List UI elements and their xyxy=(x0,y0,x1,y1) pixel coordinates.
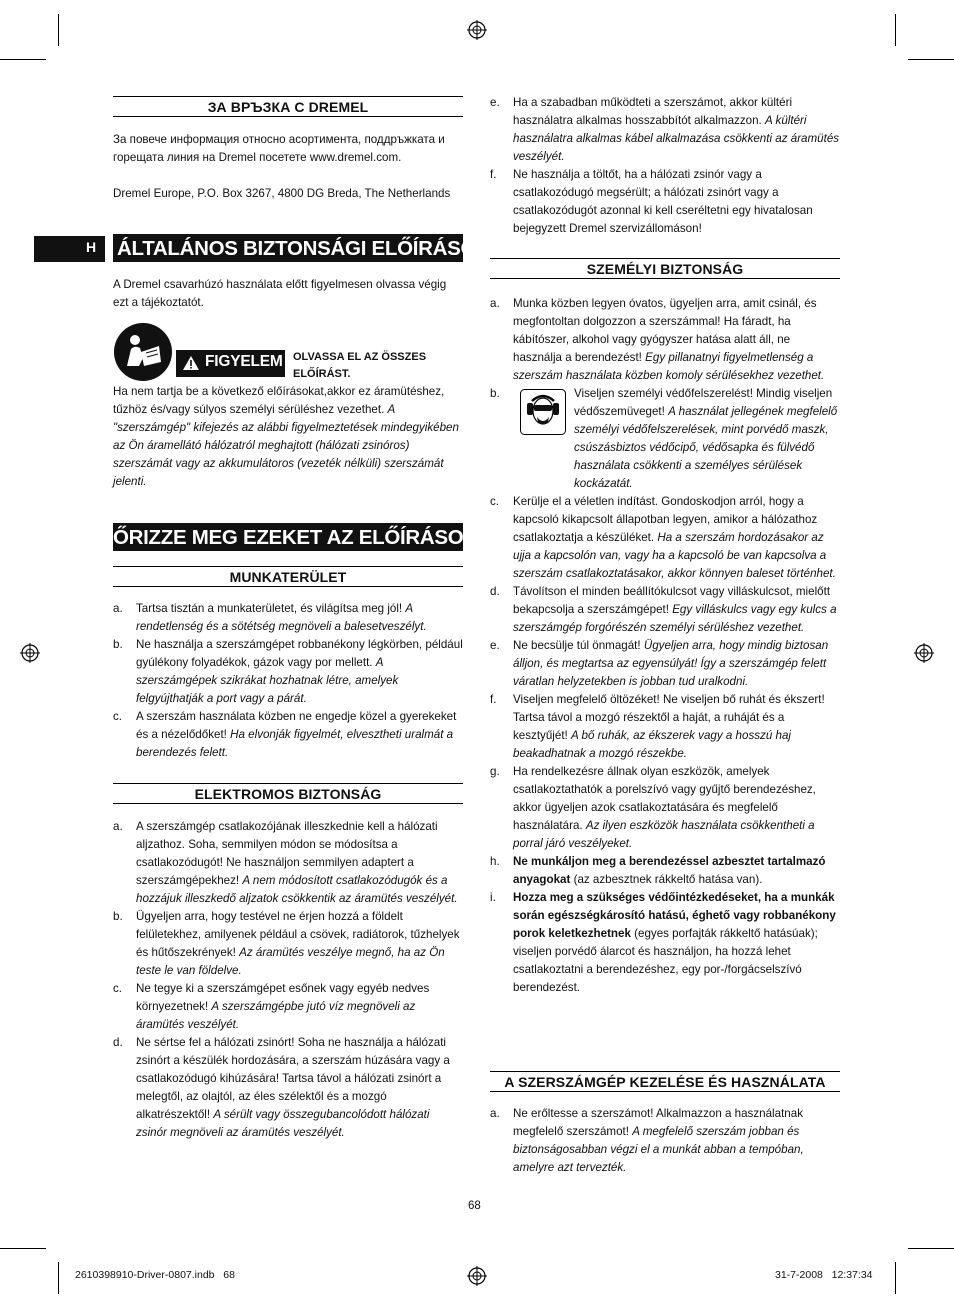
general-safety-heading: ÁLTALÁNOS BIZTONSÁGI ELŐÍRÁSOK xyxy=(113,234,463,262)
intro-text: A Dremel csavarhúzó használata előtt figyelmesen olvassa végig ezt a tájékoztatót. xyxy=(113,278,447,309)
item-label: a. xyxy=(113,820,123,833)
item-label: d. xyxy=(113,1036,123,1049)
list-item xyxy=(490,94,840,166)
page-number: 68 xyxy=(468,1200,481,1212)
outdoor-charger-list xyxy=(490,94,840,238)
list-item xyxy=(113,600,463,636)
crop-mark xyxy=(58,1262,59,1294)
crop-mark xyxy=(908,1248,954,1249)
work-area-heading: MUNKATERÜLET xyxy=(113,566,463,587)
list-item xyxy=(490,691,840,763)
item-label: e. xyxy=(490,639,500,652)
list-item xyxy=(490,493,840,583)
crop-mark xyxy=(908,59,954,60)
item-text: Munka közben legyen óvatos, ügyeljen arra, amit csinál, és megfontoltan dolgozzon a szerszámmal! Ha fáradt, ha kábítószer, alkohol vagy gyógyszer hatása alatt áll, ne használja a berendezést! Egy pillanatnyi figyelmetlenség a szerszám használata közben komoly sérülésekhez vezethet. xyxy=(513,297,825,382)
personal-list-rest xyxy=(490,493,840,853)
list-item xyxy=(490,889,840,997)
list-item xyxy=(490,853,840,889)
item-label: f. xyxy=(490,168,497,181)
item-text: Tartsa tisztán a munkaterületet, és világítsa meg jól! A rendetlenség és a sötétség megnöveli a balesetveszélyt. xyxy=(136,602,427,633)
item-text: Ne tegye ki a szerszámgépet esőnek vagy egyéb nedves környezetnek! A szerszámgépbe jutó víz megnöveli az áramütés veszélyét. xyxy=(136,982,430,1031)
list-item xyxy=(113,636,463,708)
bg-contact-paragraph: За повече информация относно асортимента, поддръжката и горещата линия на Dremel посетете www.dremel.com. xyxy=(113,133,445,164)
left-column xyxy=(113,96,463,203)
item-text: Ne használja a szerszámgépet robbanékony légkörben, például gyúlékony folyadékok, gázok vagy por mellett. A szerszámgépek szikrákat hozhatnak létre, amelyek felgyújthatják a port vagy a párát. xyxy=(136,638,463,705)
electrical-list xyxy=(113,818,463,1142)
item-label: b. xyxy=(113,910,123,923)
registration-mark-icon xyxy=(20,643,40,663)
item-text: A szerszám használata közben ne engedje közel a gyerekeket és a nézelődőket! Ha elvonják figyelmét, elvesztheti uralmát a berendezés felett. xyxy=(136,710,457,759)
list-item xyxy=(113,1034,463,1142)
list-item xyxy=(113,708,463,762)
warning-text: Ha nem tartja be a következő előírásokat,akkor ez áramütéshez, tűzhöz és/vagy súlyos személyi sérüléshez vezethet. A "szerszámgép" kifejezés az alábbi figyelmeztetések mindegyikében az Ön áramellátó hálózatról meghajtott (hálózati zsinóros) szerszámát vagy az akkumulátoros (vezeték nélküli) szerszámát jelenti. xyxy=(113,385,459,488)
item-label: f. xyxy=(490,693,497,706)
item-text: Hozza meg a szükséges védőintézkedéseket, ha a munkák során egészségkárosító hatású, éghető vagy robbanékony porok keletkezhetnek (egyes porfajták rákkeltő hatásúak); viseljen porvédő álarcot és használjon, ha hozzá lehet csatlakoztatni a berendezéshez, egy por-/forgácselszívó berendezést. xyxy=(513,891,836,994)
item-label: g. xyxy=(490,765,500,778)
personal-section xyxy=(490,258,840,997)
item-text: Ne sértse fel a hálózati zsinórt! Soha ne használja a hálózati zsinórt a készülék hordozására, a szerszám húzására vagy a csatlakozódugó kihúzására! Tartsa távol a hálózati zsinórt a melegtől, az olajtól, az éles szélektől és a mozgó alkatrészektől! A sérült vagy összegubancolódott hálózati zsinór megnöveli az áramütés veszélyét. xyxy=(136,1036,450,1139)
protective-gear-icon xyxy=(520,389,566,435)
crop-mark xyxy=(0,1248,46,1249)
crop-mark xyxy=(0,59,46,60)
list-item xyxy=(490,166,840,238)
work-area-list xyxy=(113,600,463,762)
bg-contact-address: Dremel Europe, P.O. Box 3267, 4800 DG Breda, The Netherlands xyxy=(113,187,451,200)
item-text: Ne használja a töltőt, ha a hálózati zsinór vagy a csatlakozódugó megsérült; a hálózati zsinórt vagy a csatlakozódugót azonnal ki kell cseréltetni egy hivatalosan bejegyzett Dremel szervizállomáson! xyxy=(513,168,813,235)
item-text: Ha rendelkezésre állnak olyan eszközök, amelyek csatlakoztathatók a porelszívó vagy gyűjtő berendezéshez, akkor ügyeljen azok csatlakoztatására és megfelelő használatára. Az ilyen eszközök használata csökkentheti a porral járó veszélyeket. xyxy=(513,765,816,850)
item-text: Kerülje el a véletlen indítást. Gondoskodjon arról, hogy a kapcsoló kikapcsolt állapotban legyen, amikor a hálózathoz csatlakoztatja a készüléket. Ha a szerszám hordozásakor az ujja a kapcsolón van, vagy ha a kapcsoló be van kapcsolva a szerszám csatlakoztatásakor, akkor könnyen baleset történhet. xyxy=(513,495,836,580)
right-top-list xyxy=(490,94,840,238)
list-item xyxy=(490,295,840,385)
language-tab-label: H xyxy=(86,239,97,255)
item-text: Távolítson el minden beállítókulcsot vagy villáskulcsot, mielőtt bekapcsolja a szerszámgépet! Egy villáskulcs vagy egy kulcs a szerszámgép forgórészén személyi sérüléshez vezethet. xyxy=(513,585,837,634)
item-label: h. xyxy=(490,855,500,868)
item-text: Viseljen megfelelő öltözéket! Ne viseljen bő ruhát és ékszert! Tartsa távol a mozgó részektől a haját, a ruháját és a kesztyűjét! A bő ruhák, az ékszerek vagy a hosszú haj beakadhatnak a mozgó részekbe. xyxy=(513,693,825,760)
work-area-section xyxy=(113,566,463,762)
keep-instructions-heading: ŐRIZZE MEG EZEKET AZ ELŐÍRÁSOKAT xyxy=(113,523,463,551)
crop-mark xyxy=(895,1262,896,1294)
list-item xyxy=(113,980,463,1034)
tool-use-section xyxy=(490,1071,840,1177)
warning-label: FIGYELEM xyxy=(205,353,283,370)
warning-text-block xyxy=(113,383,463,491)
item-text: Ha a szabadban működteti a szerszámot, akkor kültéri használatra alkalmas hosszabbítót alkalmazzon. A kültéri használatra alkalmas kábel alkalmazása csökkenti az áramütés veszélyét. xyxy=(513,96,840,163)
tool-use-heading: A SZERSZÁMGÉP KEZELÉSE ÉS HASZNÁLATA xyxy=(490,1071,840,1092)
item-label: c. xyxy=(490,495,500,508)
item-text: A szerszámgép csatlakozójának illeszkednie kell a hálózati aljzathoz. Soha, semmilyen módon se módosítsa a csatlakozódugót! Ne használjon semmilyen adaptert a szerszámgépekhez! A nem módosított csatlakozódugók és a hozzájuk illeszkedő aljzatok csökkentik az áramütés veszélyét. xyxy=(136,820,458,905)
item-text: Ne becsülje túl önmagát! Ügyeljen arra, hogy mindig biztosan álljon, és megtartsa az egyensúlyát! Így a szerszámgép felett váratlan helyzetekben is jobban tud uralkodni. xyxy=(513,639,829,688)
read-all-instructions: OLVASSA EL AZ ÖSSZES ELŐÍRÁST. xyxy=(293,351,427,380)
crop-mark xyxy=(58,14,59,46)
item-label: i. xyxy=(490,891,496,904)
list-item xyxy=(490,763,840,853)
item-label: a. xyxy=(490,1107,500,1120)
electrical-section xyxy=(113,783,463,1142)
item-label: d. xyxy=(490,585,500,598)
item-label: c. xyxy=(113,982,123,995)
bg-contact-heading: ЗА ВРЪЗКА С DREMEL xyxy=(113,96,463,117)
item-label: c. xyxy=(113,710,123,723)
item-text: Ne munkáljon meg a berendezéssel azbesztet tartalmazó anyagokat (az azbesztnek rákkeltő hatása van). xyxy=(513,855,826,886)
footer-file: 2610398910-Driver-0807.indb 68 xyxy=(75,1269,235,1281)
list-item xyxy=(490,385,840,493)
personal-list xyxy=(490,295,840,997)
item-label: b. xyxy=(490,387,500,400)
item-text: Ne erőltesse a szerszámot! Alkalmazzon a használatnak megfelelő szerszámot! A megfelelő szerszám jobban és biztonságosabban végzi el a munkát abban a tempóban, amelyre azt tervezték. xyxy=(513,1107,804,1174)
registration-mark-icon xyxy=(467,20,487,40)
personal-safety-heading: SZEMÉLYI BIZTONSÁG xyxy=(490,258,840,279)
registration-mark-icon xyxy=(467,1266,487,1286)
list-item xyxy=(490,637,840,691)
item-text: Ügyeljen arra, hogy testével ne érjen hozzá a földelt felületekhez, amilyenek például a csövek, radiátorok, tűzhelyek és hűtőszekrények! Az áramütés veszélye megnő, ha az Ön teste le van földelve. xyxy=(136,910,460,977)
crop-mark xyxy=(895,14,896,46)
registration-mark-icon xyxy=(914,643,934,663)
item-label: a. xyxy=(490,297,500,310)
electrical-heading: ELEKTROMOS BIZTONSÁG xyxy=(113,783,463,804)
list-item xyxy=(490,583,840,637)
list-item xyxy=(490,1105,840,1177)
list-item xyxy=(113,818,463,908)
warning-triangle-icon xyxy=(182,355,200,371)
item-label: a. xyxy=(113,602,123,615)
tool-use-list xyxy=(490,1105,840,1177)
item-label: e. xyxy=(490,96,500,109)
list-item xyxy=(113,908,463,980)
intro-paragraph xyxy=(113,276,463,312)
item-label: b. xyxy=(113,638,123,651)
item-text: Viseljen személyi védőfelszerelést! Mindig viseljen védőszemüveget! A használat jellegének megfelelő személyi védőfelszerelések, mint porvédő maszk, csúszásbiztos védőcipő, védősapka és fülvédő használata csökkenti a személyes sérülések kockázatát. xyxy=(574,387,838,490)
footer-date: 31-7-2008 12:37:34 xyxy=(775,1269,873,1281)
read-manual-icon xyxy=(113,322,173,382)
